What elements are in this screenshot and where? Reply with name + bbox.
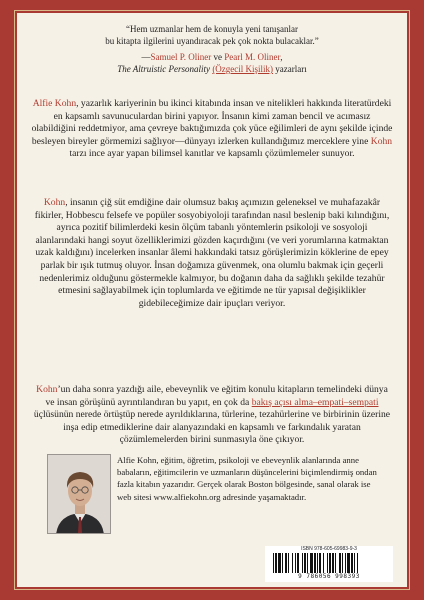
concept-highlight: bakış açısı alma–empati–sempati	[251, 396, 379, 408]
barcode-area	[265, 546, 393, 582]
author-bio: Alfie Kohn, eğitim, öğretim, psikoloji ve ebeveynlik alanlarında anne babaların, eğitimcilerin ve uzmanların düşüncelerini biçimlendirmiş ondan fazla kitabın yazarıdır. Gerçek olarak Boston bölgesinde, sanal olarak ise web sitesi www.alfiekohn.org adresinde yaşamaktadır.	[117, 455, 377, 502]
isbn-label: ISBN 978-605-69983-9-3	[301, 546, 357, 552]
paragraph-1: Alfie Kohn, yazarlık kariyerinin bu ikinci kitabında insan ve nitelikleri hakkında literatürdeki en kapsamlı savunuculardan birini yapıyor. İnsanın kimi zaman bencil ve acımasız olabildiğini reddetmiyor, ama çevreye baktığımızda çok yüce eğilimleri de aynı şekilde içinde besleyen bireyler görmemizi sağlıyor—dünyayı izlerken kullandığımız merceklere yine Kohn tarzı ince ayar yapan bilimsel kanıtlar ve kapsamlı çözümlemeler sunuyor.	[31, 98, 393, 160]
attribution-name-2: Pearl M. Oliner	[224, 52, 281, 62]
author-name-highlight: Kohn	[36, 384, 58, 395]
author-name-highlight: Kohn	[370, 135, 393, 147]
endorsement-quote	[17, 23, 407, 75]
paragraph-2: Kohn, insanın çiğ süt emdiğine dair olumsuz bakış açımızın geleneksel ve muhafazakâr fikirler, Hobbescu felsefe ve popüler sosyobiyoloji tarafından nasıl beslenip baki kılındığını, ayrıca pozitif bilimlerdeki kesin ölçüm tabanlı yöntemlerin psikoloji ve sosyoloji alanlarındaki hangi soyut özelliklerimizi gözden kaçırdığını (ve veri yorumlarına katmaktan uzak kaldığını) incelerken insanlar âlemi hakkındaki tatsız görüşlerimizin köklerine de epey parlak bir ışık tutmuş oluyor. İnsan doğamıza güvenmek, ona olumlu bakmak için geçerli nedenlerimiz olduğunu göstermekle kalmıyor, bu doğanın daha da sağlıklı şekilde tezahür etmesini sağlayabilmek için toplumlarda ve eğitimde ne tür yapısal değişiklikler gidebileceğimize dair ipuçları veriyor.	[34, 197, 390, 309]
quote-attribution: —Samuel P. Oliner ve Pearl M. Oliner, The Altruistic Personality (Özgecil Kişilik) yazarları	[117, 52, 307, 74]
attribution-name-1: Samuel P. Oliner	[150, 52, 212, 62]
author-name-highlight: Kohn	[43, 197, 66, 208]
book-title-english: The Altruistic Personality	[117, 64, 211, 74]
paragraph-3: Kohn’un daha sonra yazdığı aile, ebeveynlik ve eğitim konulu kitapların temelindeki dünya ve insan görüşünü ayrıntılandıran bu yapıt, en çok da bakış açısı alma–empati–sempati üçlüsünün nerede örtüştüp nerede ayrıldıklarına, türlerine, tezahürlerine ve birbirinin üzerine inşa edip etmediklerine dair alanyazındaki en kapsamlı ve farkındalık yaratan çözümlemelerden birini sunmasıyla öne çıkıyor.	[33, 384, 391, 446]
back-cover-panel	[17, 13, 407, 587]
barcode-number: 9 786056 998393	[298, 573, 360, 580]
quote-line-2: bu kitapta ilgilerini uyandıracak pek çok nokta bulacaklar.”	[105, 36, 319, 46]
quote-line-1: “Hem uzmanlar hem de konuyla yeni tanışanlar	[126, 24, 298, 34]
book-title-turkish: (Özgecil Kişilik)	[212, 64, 274, 74]
author-name-highlight: Alfie Kohn	[32, 98, 77, 109]
author-portrait-image	[47, 454, 111, 534]
barcode-image	[271, 553, 387, 573]
